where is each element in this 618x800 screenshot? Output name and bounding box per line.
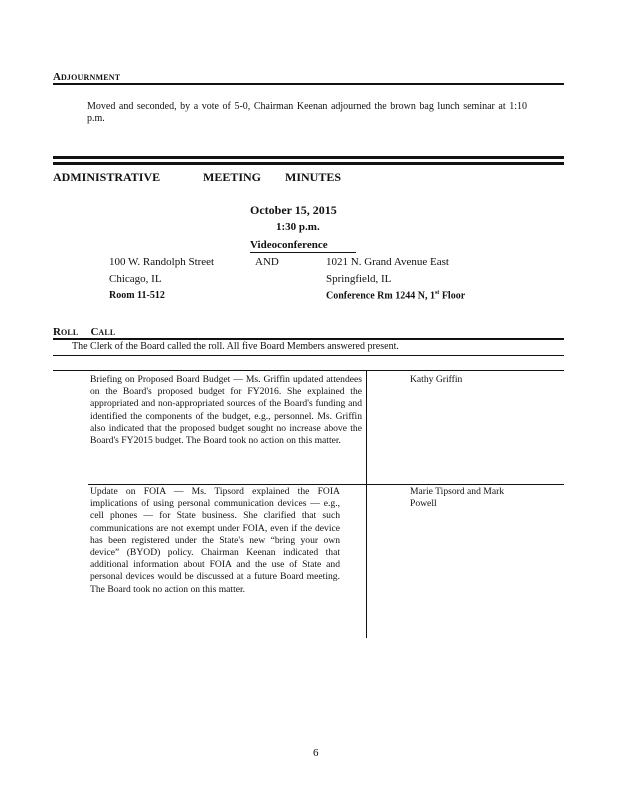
- springfield-address: 1021 N. Grand Avenue East: [326, 256, 449, 268]
- meeting-title-part-3: MINUTES: [285, 170, 342, 184]
- section-double-rule-bottom: [53, 162, 564, 165]
- springfield-room-prefix: Conference Rm 1244 N, 1: [326, 290, 435, 302]
- chicago-room: Room 11-512: [109, 290, 165, 301]
- table-top-rule: [53, 370, 564, 371]
- section-double-rule-top: [53, 156, 564, 159]
- adjournment-heading-rest: DJOURNMENT: [60, 73, 121, 82]
- and-label: AND: [255, 256, 279, 268]
- roll-call-text: The Clerk of the Board called the roll. All five Board Members answered present.: [72, 341, 399, 352]
- table-row-1-description: Briefing on Proposed Board Budget — Ms. Griffin updated attendees on the Board's proposed budget for FY2016. She explained the appropriated and non-appropriated sources of the Board's funding and identified the components of the budget, e.g., personnel. Ms. Griffin also indicated that the proposed budget sought no increase above the Board's FY2015 budget. The Board took no action on this matter.: [90, 374, 362, 447]
- roll-call-heading-rest-1: OLL: [60, 328, 79, 337]
- meeting-title-part-2: MEETING: [203, 170, 262, 184]
- meeting-format-underline: [250, 252, 356, 253]
- table-row-divider: [88, 484, 564, 485]
- springfield-room: [326, 290, 465, 301]
- roll-call-rule: [53, 338, 564, 340]
- chicago-city: Chicago, IL: [109, 273, 162, 285]
- adjournment-rule: [53, 83, 564, 85]
- springfield-room-sup: st: [434, 290, 440, 296]
- table-column-divider: [366, 371, 367, 638]
- springfield-room-suffix: Floor: [439, 290, 466, 302]
- meeting-title-part-1: ADMINISTRATIVE: [53, 170, 161, 184]
- meeting-format: Videoconference: [250, 239, 328, 251]
- page-number: 6: [313, 747, 319, 759]
- adjournment-text: Moved and seconded, by a vote of 5-0, Chairman Keenan adjourned the brown bag lunch seminar at 1:10 p.m.: [87, 101, 527, 124]
- roll-call-bottom-rule: [53, 355, 564, 356]
- adjournment-heading-initial: A: [53, 71, 61, 83]
- table-row-2-description: Update on FOIA — Ms. Tipsord explained the FOIA implications of using personal communication devices — e.g., cell phones — for State business. She clarified that such communications are not exempt under FOIA, even if the device has been registered under the State's new “bring your own device” (BYOD) policy. Chairman Keenan indicated that additional information about FOIA and the use of State and personal devices would be discussed at a future Board meeting. The Board took no action on this matter.: [90, 486, 340, 595]
- table-row-1-presenter: Kathy Griffin: [410, 374, 463, 385]
- roll-call-heading-rest-2: ALL: [98, 328, 116, 337]
- chicago-address: 100 W. Randolph Street: [109, 256, 215, 268]
- springfield-city: Springfield, IL: [326, 273, 392, 285]
- meeting-date: October 15, 2015: [250, 203, 337, 217]
- table-row-2-presenter: Marie Tipsord and Mark Powell: [410, 486, 505, 510]
- meeting-time: 1:30 p.m.: [276, 221, 320, 233]
- roll-call-heading-initial-1: R: [53, 326, 61, 338]
- roll-call-heading-initial-2: C: [90, 326, 99, 338]
